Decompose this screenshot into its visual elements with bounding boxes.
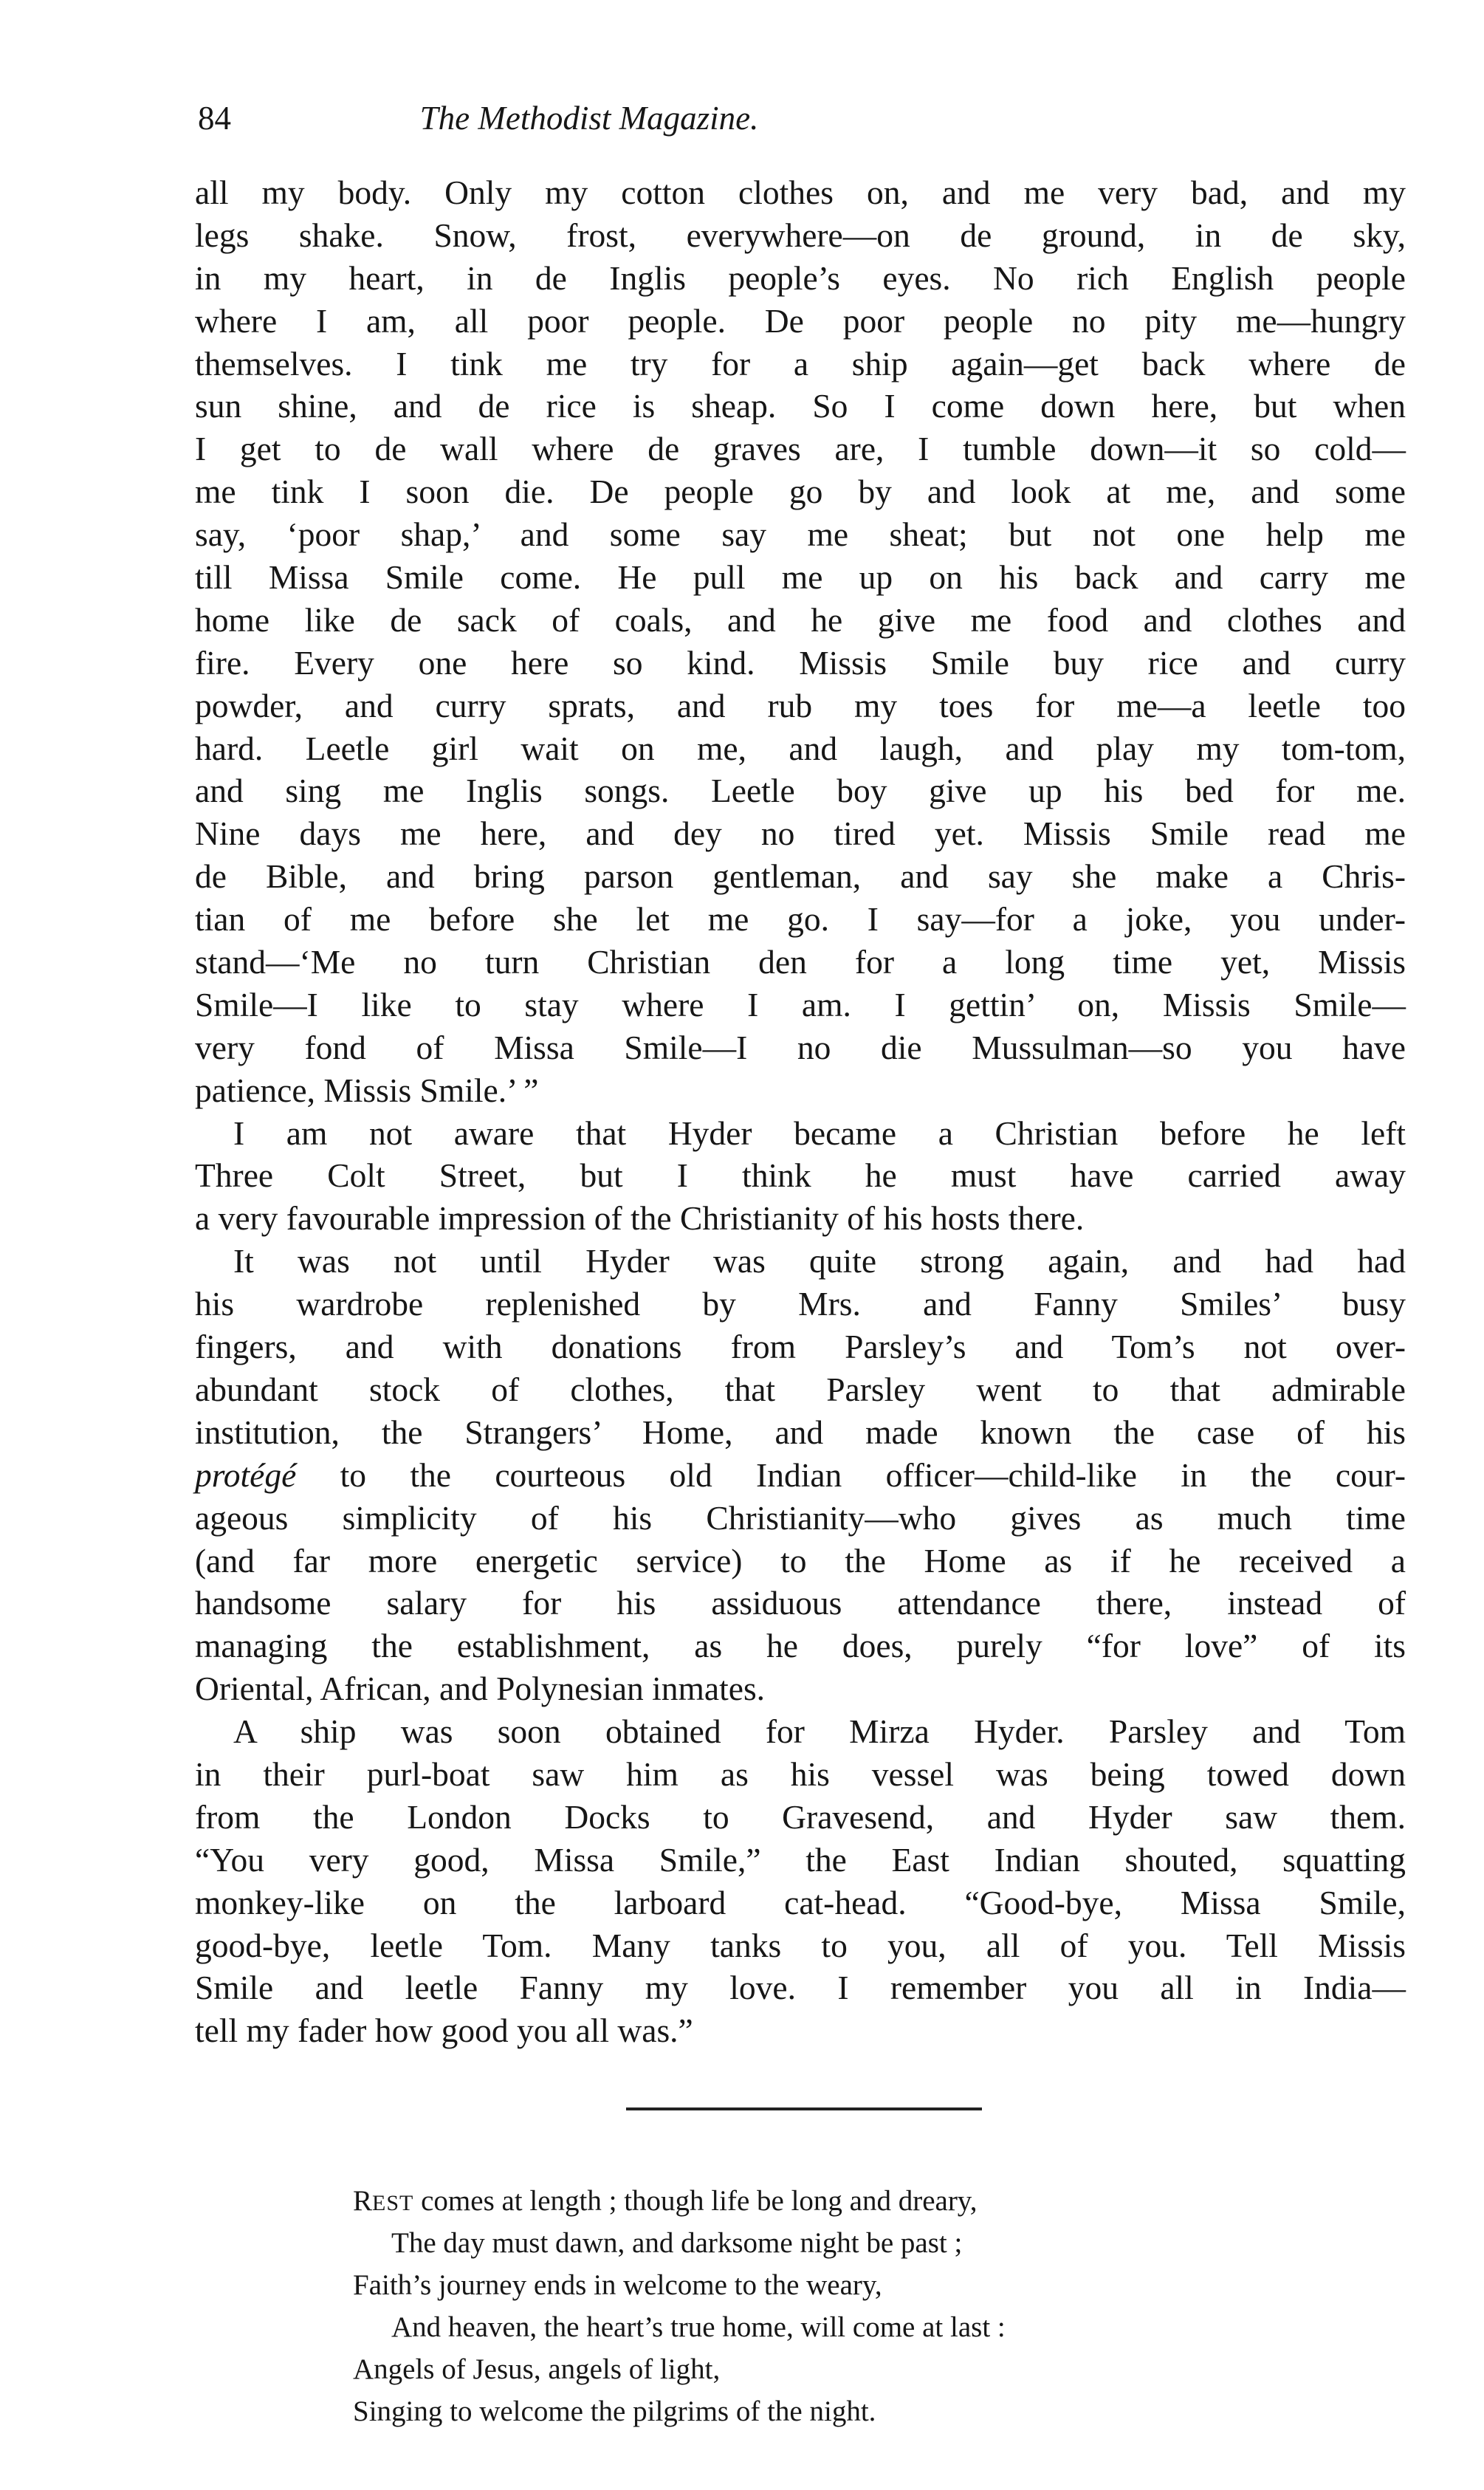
text-line: I am not aware that Hyder became a Christian before he left bbox=[233, 1114, 1406, 1152]
text-line: from the London Docks to Gravesend, and Hyder saw them. bbox=[195, 1797, 1406, 1836]
text-line: tian of me before she let me go. I say—for a joke, you under- bbox=[195, 900, 1406, 939]
text-line: It was not until Hyder was quite strong again, and had had bbox=[233, 1242, 1406, 1280]
text-line: stand—‘Me no turn Christian den for a long time yet, Missis bbox=[195, 943, 1406, 981]
text-line: Smile—I like to stay where I am. I gettin’ on, Missis Smile— bbox=[195, 985, 1406, 1023]
poem-line: REST comes at length ; though life be long and dreary, bbox=[353, 2185, 978, 2217]
text-line: patience, Missis Smile.’ ” bbox=[195, 1071, 539, 1109]
text-line: de Bible, and bring parson gentleman, and say she make a Chris- bbox=[195, 857, 1406, 896]
page-header bbox=[198, 95, 1409, 142]
text-line: ageous simplicity of his Christianity—who gives as much time bbox=[195, 1498, 1406, 1537]
running-title: The Methodist Magazine. bbox=[419, 100, 759, 137]
section-divider bbox=[626, 2107, 982, 2110]
text-line: Nine days me here, and dey no tired yet. Missis Smile read me bbox=[195, 814, 1406, 853]
poem-line: And heaven, the heart’s true home, will come at last : bbox=[391, 2311, 1006, 2343]
text-line: his wardrobe replenished by Mrs. and Fanny Smiles’ busy bbox=[195, 1285, 1406, 1323]
text-line: tell my fader how good you all was.” bbox=[195, 2011, 693, 2050]
text-line: hard. Leetle girl wait on me, and laugh, and play my tom-tom, bbox=[195, 729, 1406, 767]
text-line: me tink I soon die. De people go by and look at me, and some bbox=[195, 473, 1406, 511]
text-line: in my heart, in de Inglis people’s eyes. No rich English people bbox=[195, 258, 1406, 297]
text-line: where I am, all poor people. De poor people no pity me—hungry bbox=[195, 301, 1406, 340]
text-line: say, ‘poor shap,’ and some say me sheat; but not one help me bbox=[195, 515, 1406, 554]
text-line: very fond of Missa Smile—I no die Mussulman—so you have bbox=[195, 1028, 1406, 1066]
text-line: good-bye, leetle Tom. Many tanks to you, all of you. Tell Missis bbox=[195, 1926, 1406, 1964]
text-line: fingers, and with donations from Parsley’s and Tom’s not over- bbox=[195, 1328, 1406, 1366]
text-line: a very favourable impression of the Christianity of his hosts there. bbox=[195, 1199, 1085, 1238]
poem-line: Singing to welcome the pilgrims of the night. bbox=[353, 2395, 876, 2427]
text-line: abundant stock of clothes, that Parsley went to that admirable bbox=[195, 1370, 1406, 1408]
text-line: “You very good, Missa Smile,” the East Indian shouted, squatting bbox=[195, 1840, 1406, 1879]
text-line: managing the establishment, as he does, purely “for love” of its bbox=[195, 1627, 1406, 1665]
text-line: powder, and curry sprats, and rub my toes for me—a leetle too bbox=[195, 686, 1406, 724]
text-line: till Missa Smile come. He pull me up on his back and carry me bbox=[195, 558, 1406, 597]
text-line: handsome salary for his assiduous attendance there, instead of bbox=[195, 1584, 1406, 1622]
text-line: and sing me Inglis songs. Leetle boy give up his bed for me. bbox=[195, 772, 1406, 810]
poem-stanza bbox=[353, 2180, 1313, 2432]
text-line: (and far more energetic service) to the Home as if he received a bbox=[195, 1541, 1406, 1580]
text-line: sun shine, and de rice is sheap. So I come down here, but when bbox=[195, 387, 1406, 425]
text-line: home like de sack of coals, and he give me food and clothes and bbox=[195, 600, 1406, 639]
text-line: protégé to the courteous old Indian officer—child-like in the cour- bbox=[195, 1455, 1406, 1494]
poem-line: The day must dawn, and darksome night be past ; bbox=[391, 2227, 963, 2259]
text-line: in their purl-boat saw him as his vessel was being towed down bbox=[195, 1755, 1406, 1793]
text-line: institution, the Strangers’ Home, and made known the case of his bbox=[195, 1413, 1406, 1451]
text-line: monkey-like on the larboard cat-head. “Good-bye, Missa Smile, bbox=[195, 1883, 1406, 1921]
text-line: Oriental, African, and Polynesian inmates. bbox=[195, 1670, 766, 1708]
body-text bbox=[195, 171, 1406, 2052]
text-line: themselves. I tink me try for a ship again—get back where de bbox=[195, 344, 1406, 383]
text-line: Smile and leetle Fanny my love. I remember you all in India— bbox=[195, 1969, 1406, 2007]
text-line: I get to de wall where de graves are, I tumble down—it so cold— bbox=[195, 430, 1406, 468]
text-line: Three Colt Street, but I think he must have carried away bbox=[195, 1156, 1406, 1195]
page-number: 84 bbox=[198, 100, 231, 137]
poem-line: Faith’s journey ends in welcome to the weary, bbox=[353, 2269, 882, 2301]
text-line: A ship was soon obtained for Mirza Hyder. Parsley and Tom bbox=[233, 1712, 1406, 1751]
text-line: fire. Every one here so kind. Missis Smile buy rice and curry bbox=[195, 643, 1406, 682]
text-line: legs shake. Snow, frost, everywhere—on de ground, in de sky, bbox=[195, 216, 1406, 254]
poem-line: Angels of Jesus, angels of light, bbox=[353, 2353, 721, 2385]
text-line: all my body. Only my cotton clothes on, and me very bad, and my bbox=[195, 174, 1406, 211]
